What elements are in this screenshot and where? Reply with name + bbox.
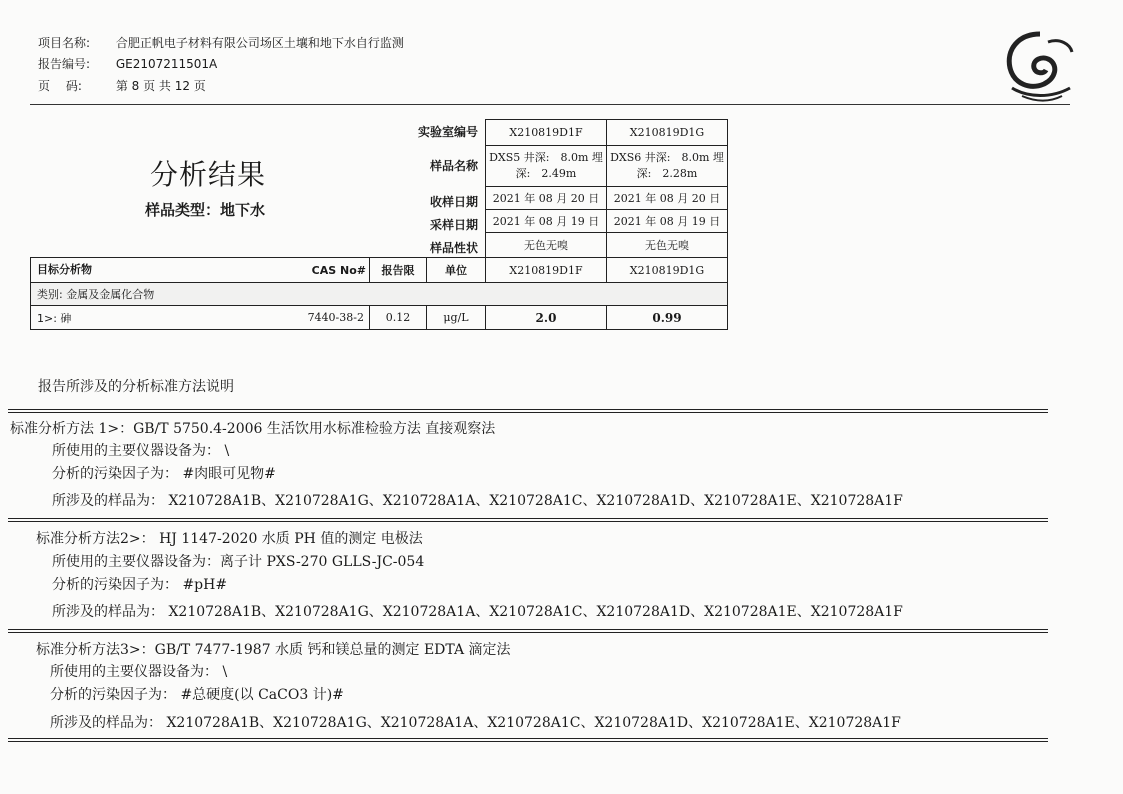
col1-lab-no: X210819D1F (485, 119, 607, 146)
method-1-samples: 所涉及的样品为： X210728A1B、X210728A1G、X210728A1A、X210728A1C、X210728A1D、X210728A1E、X210728A1F (52, 493, 903, 509)
row-cas: 7440-38-2 (307, 311, 364, 324)
col1-name-line2: 深: 2.49m (515, 167, 577, 180)
header-analyte: 目标分析物 (30, 257, 370, 283)
method-2-title: 标准分析方法2>： HJ 1147-2020 水质 PH 值的测定 电极法 (36, 531, 423, 547)
method-3-title: 标准分析方法3>：GB/T 7477-1987 水质 钙和镁总量的测定 EDTA 滴定法 (36, 642, 511, 658)
project-value: 合肥正帆电子材料有限公司场区土壤和地下水自行监测 (115, 36, 404, 50)
col2-received: 2021 年 08 月 20 日 (606, 186, 728, 210)
divider (8, 409, 1048, 413)
divider (8, 518, 1048, 522)
page-label: 页 码: (38, 79, 82, 93)
col1-received: 2021 年 08 月 20 日 (485, 186, 607, 210)
page-row (38, 77, 206, 94)
report-row (38, 55, 217, 72)
col1-name-line1: DXS5 井深: 8.0m 埋 (489, 151, 603, 164)
row-value-col1: 2.0 (485, 305, 607, 330)
project-label: 项目名称: (38, 36, 91, 50)
divider (8, 629, 1048, 633)
col2-lab-no: X210819D1G (606, 119, 728, 146)
method-1-title: 标准分析方法 1>：GB/T 5750.4-2006 生活饮用水标准检验方法 直接观察法 (10, 421, 496, 437)
page-value: 第 8 页 共 12 页 (115, 79, 206, 93)
label-lab-no: 实验室编号 (417, 125, 478, 139)
method-1-factor: 分析的污染因子为： #肉眼可见物# (52, 466, 276, 482)
header-limit: 报告限 (369, 257, 427, 283)
method-3-samples: 所涉及的样品为： X210728A1B、X210728A1G、X210728A1A、X210728A1C、X210728A1D、X210728A1E、X210728A1F (50, 715, 901, 731)
report-label: 报告编号: (38, 57, 91, 71)
method-3-instrument: 所使用的主要仪器设备为： \ (50, 664, 228, 680)
method-1-instrument: 所使用的主要仪器设备为： \ (52, 443, 230, 459)
header-cas: CAS No# (311, 264, 366, 277)
col2-sampled: 2021 年 08 月 19 日 (606, 209, 728, 233)
col2-name-line1: DXS6 井深: 8.0m 埋 (610, 151, 724, 164)
header-col1: X210819D1F (485, 257, 607, 283)
label-sample-name: 样品名称 (429, 159, 478, 173)
sample-type: 样品类型：地下水 (145, 201, 266, 219)
company-logo-icon (1000, 28, 1078, 104)
header-unit: 单位 (426, 257, 486, 283)
page-title: 分析结果 (150, 158, 267, 191)
col2-sample-name (606, 145, 728, 187)
row-limit: 0.12 (369, 305, 427, 330)
method-2-samples: 所涉及的样品为： X210728A1B、X210728A1G、X210728A1A、X210728A1C、X210728A1D、X210728A1E、X210728A1F (52, 604, 903, 620)
col2-appearance: 无色无嗅 (606, 232, 728, 258)
row-unit: μg/L (426, 305, 486, 330)
label-received-date: 收样日期 (429, 195, 478, 209)
method-3-factor: 分析的污染因子为： #总硬度(以 CaCO3 计)# (50, 687, 344, 703)
category-row: 类别: 金属及金属化合物 (30, 282, 728, 306)
project-row (38, 34, 404, 51)
label-appearance: 样品性状 (429, 241, 478, 255)
report-value: GE2107211501A (115, 57, 218, 71)
method-2-instrument: 所使用的主要仪器设备为：离子计 PXS-270 GLLS-JC-054 (52, 554, 425, 570)
col1-sampled: 2021 年 08 月 19 日 (485, 209, 607, 233)
header-divider (30, 104, 1070, 105)
methods-title: 报告所涉及的分析标准方法说明 (38, 379, 234, 395)
row-value-col2: 0.99 (606, 305, 728, 330)
col1-sample-name (485, 145, 607, 187)
header-col2: X210819D1G (606, 257, 728, 283)
label-sampling-date: 采样日期 (429, 218, 478, 232)
col2-name-line2: 深: 2.28m (636, 167, 698, 180)
method-2-factor: 分析的污染因子为： #pH# (52, 577, 228, 593)
row-analyte: 1>: 砷 (30, 305, 370, 330)
col1-appearance: 无色无嗅 (485, 232, 607, 258)
divider (8, 738, 1048, 742)
